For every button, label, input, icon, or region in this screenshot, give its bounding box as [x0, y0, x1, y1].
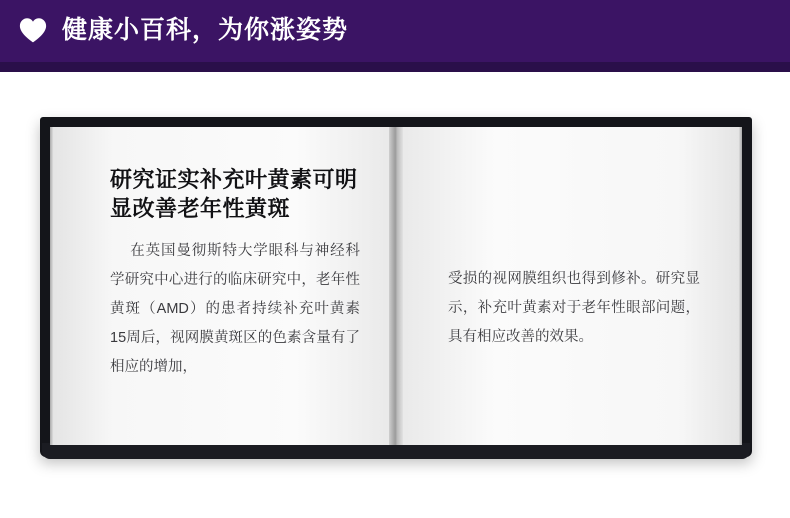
banner-bottom-rule — [0, 62, 790, 72]
open-book — [40, 117, 752, 457]
heart-icon — [18, 16, 48, 46]
book-illustration-area — [0, 72, 790, 518]
article-body-right: 受损的视网膜组织也得到修补。研究显示，补充叶黄素对于老年性眼部问题，具有相应改善的效果。 — [448, 271, 700, 345]
book-right-page-edge — [738, 127, 742, 445]
book-cover-bottom-edge — [42, 443, 750, 459]
left-page-text — [110, 165, 360, 382]
banner-title: 健康小百科，为你涨姿势 — [62, 16, 349, 45]
book-left-page-edge — [50, 127, 54, 445]
header-banner-content — [0, 0, 790, 62]
article-body-left: 在英国曼彻斯特大学眼科与神经科学研究中心进行的临床研究中，老年性黄斑（AMD）的患者持续补充叶黄素15周后，视网膜黄斑区的色素含量有了相应的增加， — [110, 243, 360, 376]
article-title: 研究证实补充叶黄素可明显改善老年性黄斑 — [110, 167, 358, 222]
header-banner — [0, 0, 790, 72]
book-spine — [389, 127, 403, 445]
right-page-text — [448, 265, 700, 352]
